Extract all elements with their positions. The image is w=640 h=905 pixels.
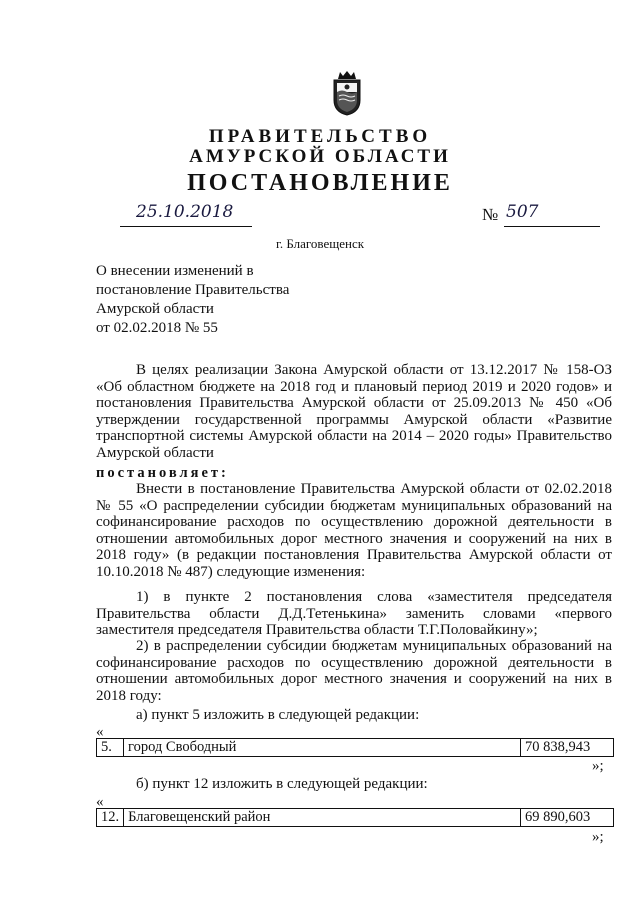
close-quote: »;	[592, 758, 604, 774]
subject-block	[96, 262, 289, 338]
close-quote: »;	[592, 829, 604, 845]
government-title: ПРАВИТЕЛЬСТВО	[208, 126, 432, 147]
row-number: 12.	[97, 809, 124, 827]
municipality-name: город Свободный	[124, 739, 521, 757]
subject-line: от 02.02.2018 № 55	[96, 320, 218, 336]
item-1-paragraph: 1) в пункте 2 постановления слова «заместителя председателя Правительства области Д.Д.Тетенькина» заменить словами «первого заместителя председателя Правительства области Т.Г.Половайкину»;	[96, 589, 612, 638]
region-title: АМУРСКОЙ ОБЛАСТИ	[189, 146, 451, 167]
number-value: 507	[506, 202, 539, 222]
coat-of-arms-icon	[330, 70, 364, 116]
resolves-label: постановляет:	[96, 465, 229, 481]
date-field	[120, 204, 252, 227]
municipality-name: Благовещенский район	[124, 809, 521, 827]
date-value: 25.10.2018	[136, 202, 234, 222]
open-quote: «	[96, 724, 104, 740]
item-2b-paragraph: б) пункт 12 изложить в следующей редакции:	[136, 776, 428, 792]
subsidy-amount: 70 838,943	[521, 739, 614, 757]
table-row	[97, 739, 614, 757]
table-item-5	[96, 738, 614, 757]
open-quote: «	[96, 794, 104, 810]
document-type-title: ПОСТАНОВЛЕНИЕ	[187, 170, 453, 196]
subject-line: постановление Правительства	[96, 282, 290, 298]
table-item-12	[96, 808, 614, 827]
number-field	[504, 204, 600, 227]
number-label: №	[482, 205, 499, 224]
subject-line: О внесении изменений в	[96, 263, 254, 279]
row-number: 5.	[97, 739, 124, 757]
subsidy-amount: 69 890,603	[521, 809, 614, 827]
city-line: г. Благовещенск	[275, 236, 365, 251]
item-2a-paragraph: а) пункт 5 изложить в следующей редакции:	[136, 707, 420, 723]
item-2-paragraph: 2) в распределении субсидии бюджетам муниципальных образований на софинансирование расходов по осуществлению дорожной деятельности в отношении автомобильных дорог местного значения и сооружений на них в 2018 году:	[96, 638, 612, 704]
preamble-paragraph: В целях реализации Закона Амурской области от 13.12.2017 № 158-ОЗ «Об областном бюджете на 2018 год и плановый период 2019 и 2020 годов» и постановления Правительства Амурской области от 25.09.2013 № 450 «Об утверждении государственной программы Амурской области «Развитие транспортной системы Амурской области на 2014 – 2020 годы» Правительство Амурской области	[96, 362, 612, 461]
subject-line: Амурской области	[96, 301, 214, 317]
intro-paragraph: Внести в постановление Правительства Амурской области от 02.02.2018 № 55 «О распределении субсидии бюджетам муниципальных образований на софинансирование расходов по осуществлению дорожной деятельности в отношении автомобильных дорог местного значения и сооружений на них в 2018 году» (в редакции постановления Правительства Амурской области от 10.10.2018 № 487) следующие изменения:	[96, 481, 612, 580]
table-row	[97, 809, 614, 827]
